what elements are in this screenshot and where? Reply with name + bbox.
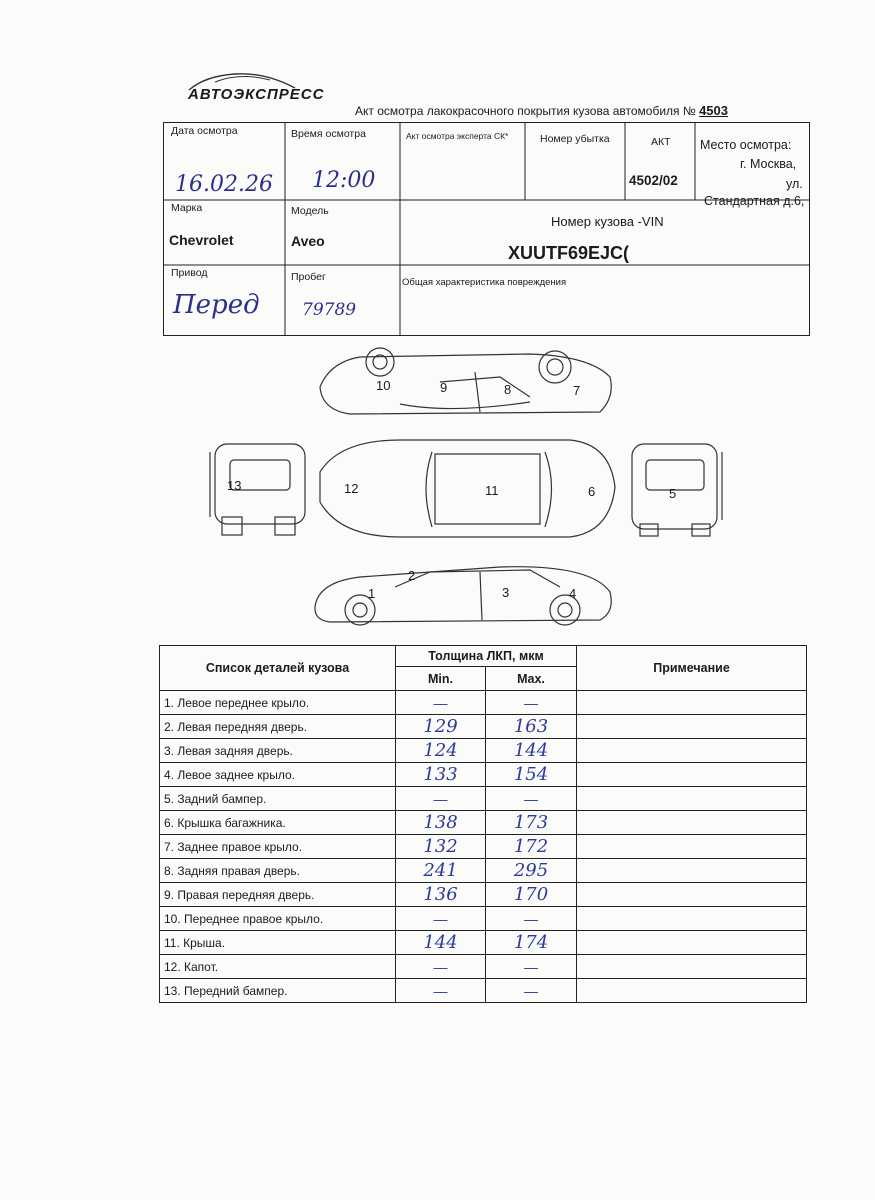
car-right-side-view bbox=[320, 348, 611, 414]
table-row bbox=[160, 811, 807, 835]
part-name: 11. Крыша. bbox=[160, 931, 396, 955]
note-cell bbox=[577, 979, 807, 1003]
note-cell bbox=[577, 787, 807, 811]
thickness-max: 174 bbox=[486, 931, 577, 955]
title-text: Акт осмотра лакокрасочного покрытия кузова автомобиля № bbox=[355, 104, 696, 118]
thickness-min: 241 bbox=[396, 859, 486, 883]
note-cell bbox=[577, 907, 807, 931]
thickness-min: — bbox=[396, 955, 486, 979]
thickness-min: 124 bbox=[396, 739, 486, 763]
akt-value: 4502/02 bbox=[629, 173, 678, 188]
table-header-row bbox=[160, 646, 807, 667]
thickness-max: 170 bbox=[486, 883, 577, 907]
make-value: Chevrolet bbox=[169, 232, 234, 248]
header-min: Min. bbox=[396, 667, 486, 691]
diagram-number-10: 10 bbox=[376, 378, 391, 393]
model-label: Модель bbox=[291, 205, 329, 217]
table-row bbox=[160, 739, 807, 763]
info-grid bbox=[163, 122, 811, 337]
table-row bbox=[160, 883, 807, 907]
thickness-min: 129 bbox=[396, 715, 486, 739]
note-cell bbox=[577, 763, 807, 787]
thickness-max: 172 bbox=[486, 835, 577, 859]
thickness-max: — bbox=[486, 979, 577, 1003]
car-rear-view bbox=[632, 444, 722, 536]
part-name: 12. Капот. bbox=[160, 955, 396, 979]
diagram-number-5: 5 bbox=[669, 486, 677, 501]
diagram-number-9: 9 bbox=[440, 380, 448, 395]
diagram-number-3: 3 bbox=[502, 585, 510, 600]
thickness-max: 295 bbox=[486, 859, 577, 883]
thickness-min: — bbox=[396, 691, 486, 715]
diagram-number-4: 4 bbox=[569, 586, 577, 601]
part-name: 13. Передний бампер. bbox=[160, 979, 396, 1003]
document-title bbox=[355, 103, 728, 118]
header-note: Примечание bbox=[577, 646, 807, 691]
thickness-max: 154 bbox=[486, 763, 577, 787]
table-row bbox=[160, 859, 807, 883]
note-cell bbox=[577, 835, 807, 859]
thickness-max: 144 bbox=[486, 739, 577, 763]
car-top-view bbox=[320, 440, 615, 537]
part-name: 5. Задний бампер. bbox=[160, 787, 396, 811]
note-cell bbox=[577, 883, 807, 907]
thickness-min: 144 bbox=[396, 931, 486, 955]
thickness-min: — bbox=[396, 787, 486, 811]
thickness-max: 173 bbox=[486, 811, 577, 835]
time-value: 12:00 bbox=[312, 168, 376, 193]
diagram-number-1: 1 bbox=[368, 586, 376, 601]
thickness-min: 136 bbox=[396, 883, 486, 907]
drive-label: Привод bbox=[171, 267, 208, 279]
place-city: г. Москва, bbox=[740, 157, 797, 171]
part-name: 6. Крышка багажника. bbox=[160, 811, 396, 835]
note-cell bbox=[577, 931, 807, 955]
car-body-diagram bbox=[200, 342, 730, 642]
akt-label: АКТ bbox=[651, 136, 671, 148]
act-number: 4503 bbox=[699, 103, 728, 118]
thickness-min: — bbox=[396, 907, 486, 931]
header-max: Max. bbox=[486, 667, 577, 691]
thickness-min: 132 bbox=[396, 835, 486, 859]
diagram-number-6: 6 bbox=[588, 484, 596, 499]
note-cell bbox=[577, 859, 807, 883]
note-cell bbox=[577, 739, 807, 763]
table-row bbox=[160, 907, 807, 931]
make-label: Марка bbox=[171, 202, 203, 214]
loss-number-label: Номер убытка bbox=[540, 133, 610, 145]
thickness-max: 163 bbox=[486, 715, 577, 739]
part-name: 3. Левая задняя дверь. bbox=[160, 739, 396, 763]
vin-value: XUUTF69EJC( bbox=[508, 243, 630, 263]
table-body bbox=[160, 691, 807, 1003]
model-value: Aveo bbox=[291, 233, 325, 249]
thickness-max: — bbox=[486, 907, 577, 931]
thickness-max: — bbox=[486, 955, 577, 979]
table-row bbox=[160, 979, 807, 1003]
car-left-side-view bbox=[315, 567, 611, 625]
paint-thickness-table bbox=[159, 645, 807, 1003]
drive-value: Перед bbox=[173, 290, 260, 320]
part-name: 4. Левое заднее крыло. bbox=[160, 763, 396, 787]
thickness-min: 138 bbox=[396, 811, 486, 835]
note-cell bbox=[577, 955, 807, 979]
diagram-number-7: 7 bbox=[573, 383, 581, 398]
mileage-label: Пробег bbox=[291, 271, 326, 283]
table-row bbox=[160, 715, 807, 739]
table-row bbox=[160, 835, 807, 859]
thickness-max: — bbox=[486, 691, 577, 715]
diagram-number-13: 13 bbox=[227, 478, 242, 493]
place-street: Стандартная д.6, bbox=[704, 194, 805, 208]
thickness-min: — bbox=[396, 979, 486, 1003]
date-value: 16.02.26 bbox=[175, 172, 273, 197]
expert-act-label: Акт осмотра эксперта СК* bbox=[406, 131, 509, 141]
note-cell bbox=[577, 691, 807, 715]
date-label: Дата осмотра bbox=[171, 125, 238, 137]
car-front-view bbox=[210, 444, 305, 535]
table-row bbox=[160, 955, 807, 979]
thickness-min: 133 bbox=[396, 763, 486, 787]
table-row bbox=[160, 691, 807, 715]
note-cell bbox=[577, 811, 807, 835]
part-name: 9. Правая передняя дверь. bbox=[160, 883, 396, 907]
company-logo: АВТОЭКСПРЕСС bbox=[188, 86, 325, 103]
diagram-number-11: 11 bbox=[485, 483, 499, 498]
part-name: 8. Задняя правая дверь. bbox=[160, 859, 396, 883]
table-row bbox=[160, 787, 807, 811]
time-label: Время осмотра bbox=[291, 128, 366, 140]
table-row bbox=[160, 763, 807, 787]
header-parts: Список деталей кузова bbox=[160, 646, 396, 691]
table-row bbox=[160, 931, 807, 955]
thickness-max: — bbox=[486, 787, 577, 811]
vin-label: Номер кузова -VIN bbox=[551, 214, 664, 229]
diagram-number-12: 12 bbox=[344, 481, 359, 496]
part-name: 1. Левое переднее крыло. bbox=[160, 691, 396, 715]
note-cell bbox=[577, 715, 807, 739]
diagram-number-8: 8 bbox=[504, 382, 512, 397]
header-thickness: Толщина ЛКП, мкм bbox=[396, 646, 577, 667]
part-name: 2. Левая передняя дверь. bbox=[160, 715, 396, 739]
place-street-prefix: ул. bbox=[786, 177, 803, 191]
part-name: 10. Переднее правое крыло. bbox=[160, 907, 396, 931]
mileage-value: 79789 bbox=[302, 300, 357, 320]
damage-label: Общая характеристика повреждения bbox=[402, 277, 567, 288]
place-label: Место осмотра: bbox=[700, 138, 792, 152]
part-name: 7. Заднее правое крыло. bbox=[160, 835, 396, 859]
diagram-number-2: 2 bbox=[408, 568, 416, 583]
